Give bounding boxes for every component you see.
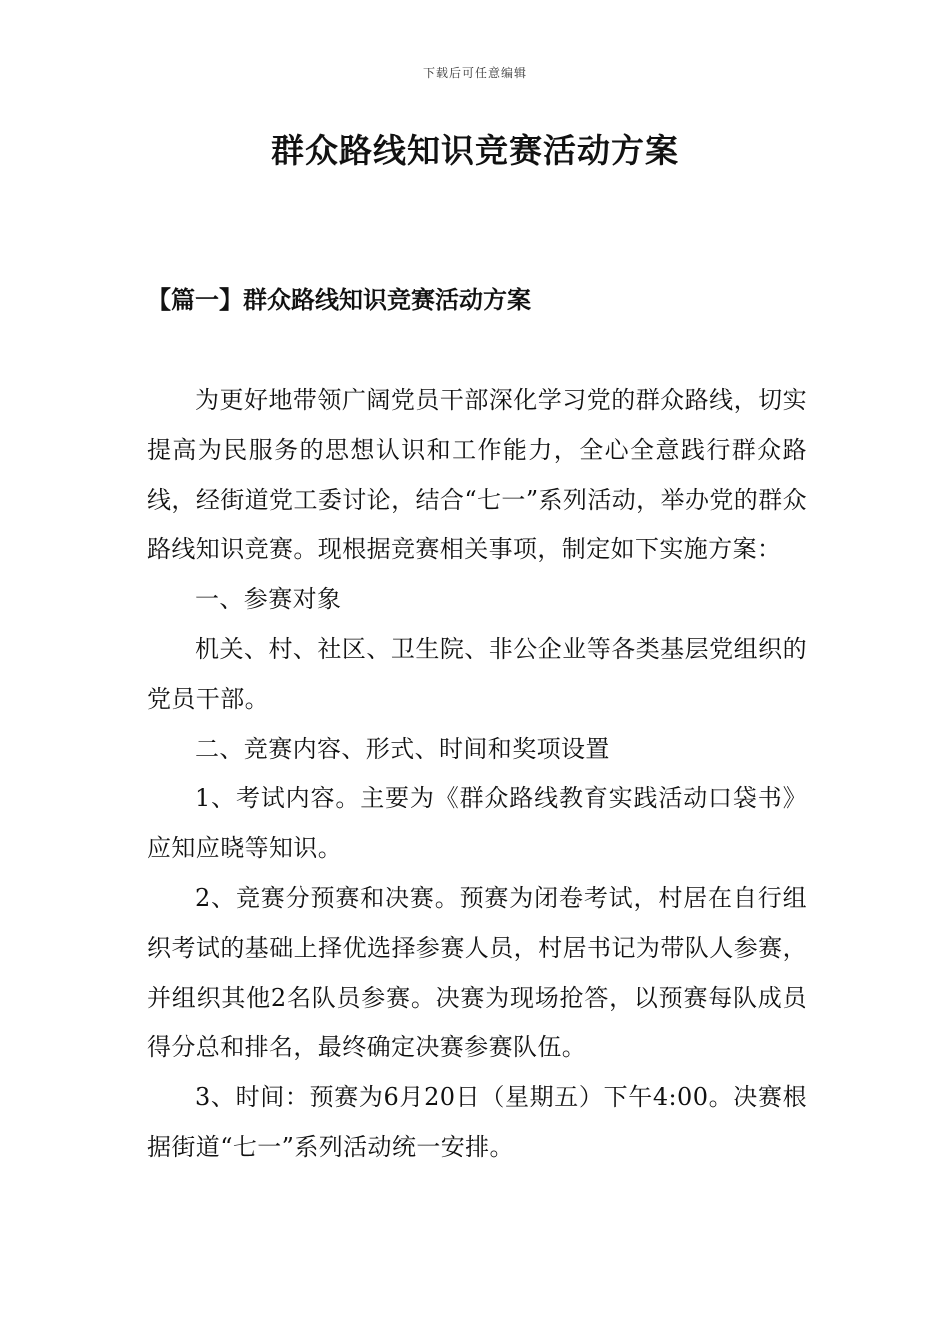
paragraph-schedule: 3、时间：预赛为6月20日（星期五）下午4:00。决赛根据街道“七一”系列活动统一安排。 [147, 1083, 807, 1161]
paragraph-intro: 为更好地带领广阔党员干部深化学习党的群众路线，切实提高为民服务的思想认识和工作能力，全心全意践行群众路线，经街道党工委讨论，结合“七一”系列活动，举办党的群众路线知识竞赛。现根据竞赛相关事项，制定如下实施方案： [147, 386, 807, 564]
header-note: 下载后可任意编辑 [422, 66, 527, 80]
document-title: 群众路线知识竞赛活动方案 [271, 131, 679, 170]
paragraph-heading-participants: 一、参赛对象 [195, 585, 342, 614]
paragraph-rounds: 2、竞赛分预赛和决赛。预赛为闭卷考试，村居在自行组织考试的基础上择优选择参赛人员，村居书记为带队人参赛，并组织其他2名队员参赛。决赛为现场抢答，以预赛每队成员得分总和排名，最终确定决赛参赛队伍。 [147, 883, 807, 1062]
paragraph-participants: 机关、村、社区、卫生院、非公企业等各类基层党组织的党员干部。 [147, 634, 807, 713]
paragraph-heading-contest: 二、竞赛内容、形式、时间和奖项设置 [195, 734, 610, 763]
section-heading: 【篇一】群众路线知识竞赛活动方案 [147, 285, 531, 314]
paragraph-exam-content: 1、考试内容。主要为《群众路线教育实践活动口袋书》应知应晓等知识。 [147, 784, 807, 863]
document-body [147, 376, 807, 1173]
